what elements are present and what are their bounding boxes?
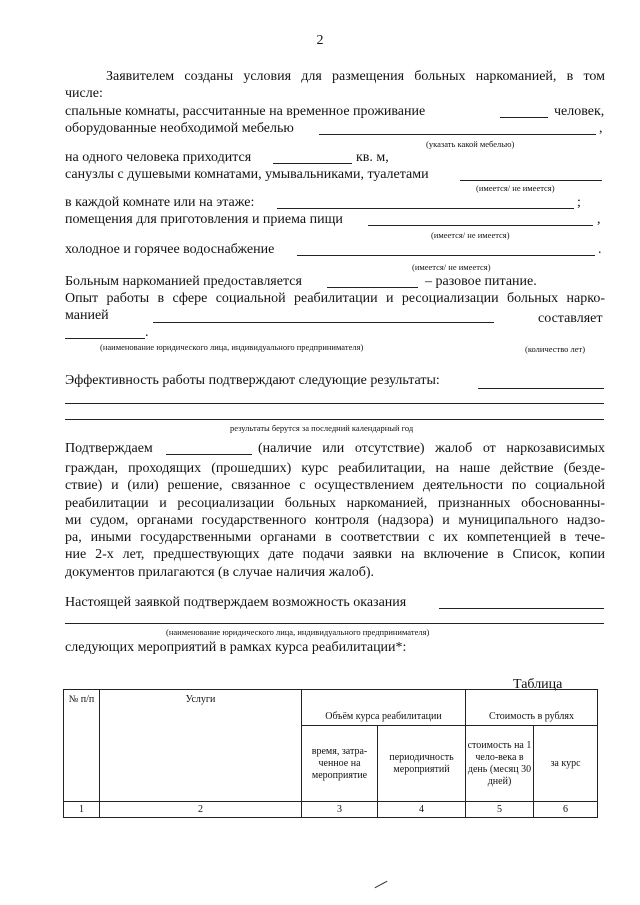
services-table: [63, 689, 598, 818]
confirm-line: ние 2-х лет, предшествующих дате подачи заявки на включение в Список, копии: [65, 547, 605, 563]
col-number-header: № п/п: [64, 690, 100, 802]
experience-unit: составляет: [538, 311, 603, 326]
table-header-row: [64, 690, 598, 726]
kitchen-label: помещения для приготовления и приема пищи: [65, 212, 343, 227]
complaints-field[interactable]: [166, 454, 252, 455]
meals-unit: – разовое питание.: [425, 274, 537, 289]
experience-org-field[interactable]: [153, 322, 494, 323]
confirm-line: граждан, проходящих (прошедших) курс реабилитации, на наше действие (безде-: [65, 461, 605, 476]
each-room-field[interactable]: [277, 208, 574, 209]
experience-label: манией: [65, 308, 109, 323]
bedrooms-label: спальные комнаты, рассчитанные на временное проживание: [65, 104, 426, 119]
kitchen-caption: (имеется/ не имеется): [431, 230, 510, 240]
per-person-label: на одного человека приходится: [65, 150, 252, 165]
col-time-header: время, затра-ченное на мероприятие: [302, 726, 378, 802]
confirm-paragraph: [65, 460, 605, 581]
column-number: 2: [100, 802, 302, 818]
column-number: 6: [534, 802, 598, 818]
application-field-1[interactable]: [439, 608, 604, 609]
col-frequency-header: периодичность мероприятий: [378, 726, 466, 802]
kitchen-comma: ,: [597, 212, 601, 227]
col-cost-course-header: за курс: [534, 726, 598, 802]
intro-line-1: Заявителем созданы условия для размещения больных наркоманией, в том: [106, 69, 605, 84]
application-org-caption: (наименование юридического лица, индивидуального предпринимателя): [166, 627, 430, 637]
water-field[interactable]: [297, 255, 595, 256]
bedrooms-capacity-field[interactable]: [500, 117, 548, 118]
effectiveness-label: Эффективность работы подтверждают следующие результаты:: [65, 373, 440, 388]
effectiveness-field-3[interactable]: [65, 419, 604, 420]
col-volume-header: Объём курса реабилитации: [302, 690, 466, 726]
bathrooms-label: санузлы с душевыми комнатами, умывальниками, туалетами: [65, 167, 429, 182]
scan-mark: [375, 881, 388, 888]
application-field-2[interactable]: [65, 623, 604, 624]
water-caption: (имеется/ не имеется): [412, 262, 491, 272]
intro-line-2: числе:: [65, 86, 103, 101]
confirm-line: документов прилагаются (в случае наличия жалоб).: [65, 564, 375, 580]
furniture-comma: ,: [599, 121, 603, 136]
activities-label: следующих мероприятий в рамках курса реабилитации*:: [65, 640, 407, 655]
confirm-line: ствие) и (или) решение, связанное с осуществлением деятельности по социальной: [65, 478, 605, 494]
column-number: 1: [64, 802, 100, 818]
confirm-label: Подтверждаем: [65, 441, 153, 456]
results-caption: результаты берутся за последний календарный год: [230, 423, 414, 433]
column-number: 5: [466, 802, 534, 818]
water-period: .: [598, 242, 602, 257]
application-label: Настоящей заявкой подтверждаем возможность оказания: [65, 595, 407, 610]
col-services-header: Услуги: [100, 690, 302, 802]
confirm-line: ра, иными государственными органами в соответствии с их компетенцией в тече-: [65, 530, 605, 546]
table-label: Таблица: [513, 677, 563, 692]
column-number: 3: [302, 802, 378, 818]
effectiveness-field-1[interactable]: [478, 388, 604, 389]
each-room-semicolon: ;: [577, 195, 581, 210]
furniture-label: оборудованные необходимой мебелью: [65, 121, 294, 136]
bathrooms-field[interactable]: [460, 180, 602, 181]
experience-years-field[interactable]: [65, 338, 145, 339]
page-number: 2: [316, 33, 324, 48]
column-number: 4: [378, 802, 466, 818]
meals-label: Больным наркоманией предоставляется: [65, 274, 302, 289]
col-cost-day-header: стоимость на 1 чело-века в день (месяц 30 дней): [466, 726, 534, 802]
furniture-field[interactable]: [319, 134, 596, 135]
experience-period: .: [145, 325, 149, 340]
confirm-line: реабилитации и ресоциализации больных наркоманией, признанных обоснованны-: [65, 495, 605, 511]
kitchen-field[interactable]: [368, 225, 593, 226]
confirm-line: ми судом, органами государственного контроля (надзора) и муниципального надзо-: [65, 512, 605, 528]
bedrooms-unit: человек,: [554, 104, 605, 119]
col-cost-header: Стоимость в рублях: [466, 690, 598, 726]
meals-count-field[interactable]: [327, 287, 418, 288]
table-row: [64, 802, 598, 818]
each-room-label: в каждой комнате или на этаже:: [65, 195, 255, 210]
experience-years-caption: (количество лет): [525, 344, 586, 354]
per-person-unit: кв. м,: [356, 150, 389, 165]
water-label: холодное и горячее водоснабжение: [65, 242, 275, 257]
experience-line-1: Опыт работы в сфере социальной реабилитации и ресоциализации больных нарко-: [65, 291, 605, 306]
furniture-caption: (указать какой мебелью): [426, 139, 515, 149]
effectiveness-field-2[interactable]: [65, 403, 604, 404]
confirm-first-right: (наличие или отсутствие) жалоб от наркозависимых: [258, 441, 605, 456]
bathrooms-caption: (имеется/ не имеется): [476, 183, 555, 193]
experience-org-caption: (наименование юридического лица, индивидуального предпринимателя): [100, 342, 364, 352]
area-per-person-field[interactable]: [273, 163, 352, 164]
